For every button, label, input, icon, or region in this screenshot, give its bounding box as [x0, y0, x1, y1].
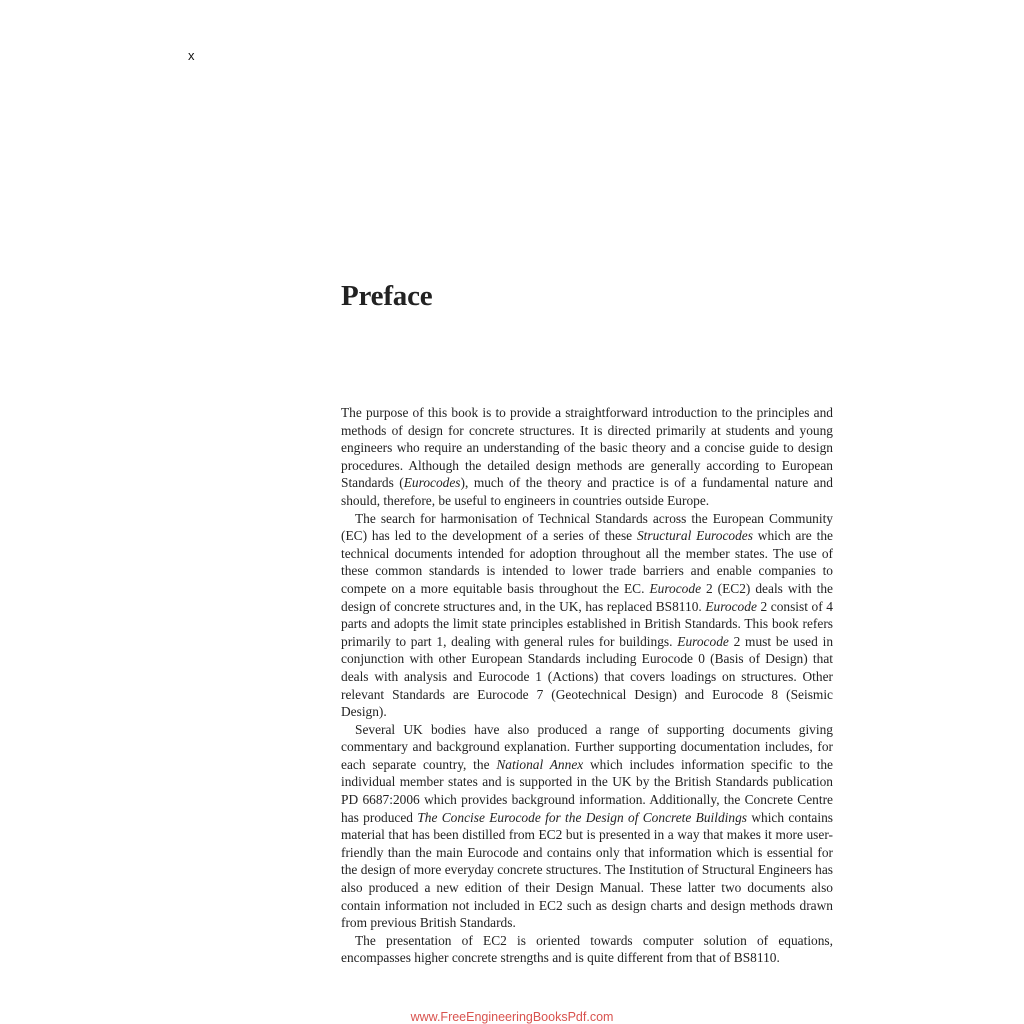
page-number: x: [188, 48, 195, 63]
italic-term: National Annex: [496, 756, 584, 772]
italic-term: The Concise Eurocode for the Design of Concrete Buildings: [417, 809, 747, 825]
italic-term: Structural Eurocodes: [636, 528, 753, 544]
paragraph: The presentation of EC2 is oriented towards computer solution of equations, encompasses higher concrete strengths and is quite different from that of BS8110.: [341, 932, 833, 966]
italic-term: Eurocodes: [403, 475, 461, 491]
italic-term: Eurocode: [705, 598, 757, 614]
paragraph: The search for harmonisation of Technical Standards across the European Community (EC) has led to the development of a series of these Structural Eurocodes which are the technical documents intended for adoption throughout all the member states. The use of these common standards is intended to lower trade barriers and enable companies to compete on a more equitable basis throughout the EC. Eurocode 2 (EC2) deals with the design of concrete structures and, in the UK, has replaced BS8110. Eurocode 2 consist of 4 parts and adopts the limit state principles established in British Standards. This book refers primarily to part 1, dealing with general rules for buildings. Eurocode 2 must be used in conjunction with other European Standards including Eurocode 0 (Basis of Design) that deals with analysis and Eurocode 1 (Actions) that covers loadings on structures. Other relevant Standards are Eurocode 7 (Geotechnical Design) and Eurocode 8 (Seismic Design).: [341, 510, 834, 720]
italic-term: Eurocode: [677, 633, 729, 649]
italic-term: Eurocode: [649, 580, 702, 596]
paragraph: The purpose of this book is to provide a straightforward introduction to the principles and methods of design for concrete structures. It is directed primarily at students and young engineers who require an understanding of the basic theory and a concise guide to design procedures. Although the detailed design methods are generally according to European Standards (Eurocodes), much of the theory and practice is of a fundamental nature and should, therefore, be useful to engineers in countries outside Europe.: [341, 405, 833, 508]
watermark-url: www.FreeEngineeringBooksPdf.com: [410, 1010, 614, 1024]
preface-body: [341, 404, 833, 967]
page-title: Preface: [341, 280, 433, 312]
paragraph: Several UK bodies have also produced a range of supporting documents giving commentary and background explanation. Further supporting documentation includes, for each separate country, the National Annex which includes information specific to the individual member states and is supported in the UK by the British Standards publication PD 6687:2006 which provides background information. Additionally, the Concrete Centre has produced The Concise Eurocode for the Design of Concrete Buildings which contains material that has been distilled from EC2 but is presented in a way that makes it more user-friendly than the main Eurocode and contains only that information which is essential for the design of more everyday concrete structures. The Institution of Structural Engineers has also produced a new edition of their Design Manual. These latter two documents also contain information not included in EC2 such as design charts and design methods drawn from previous British Standards.: [341, 721, 834, 931]
